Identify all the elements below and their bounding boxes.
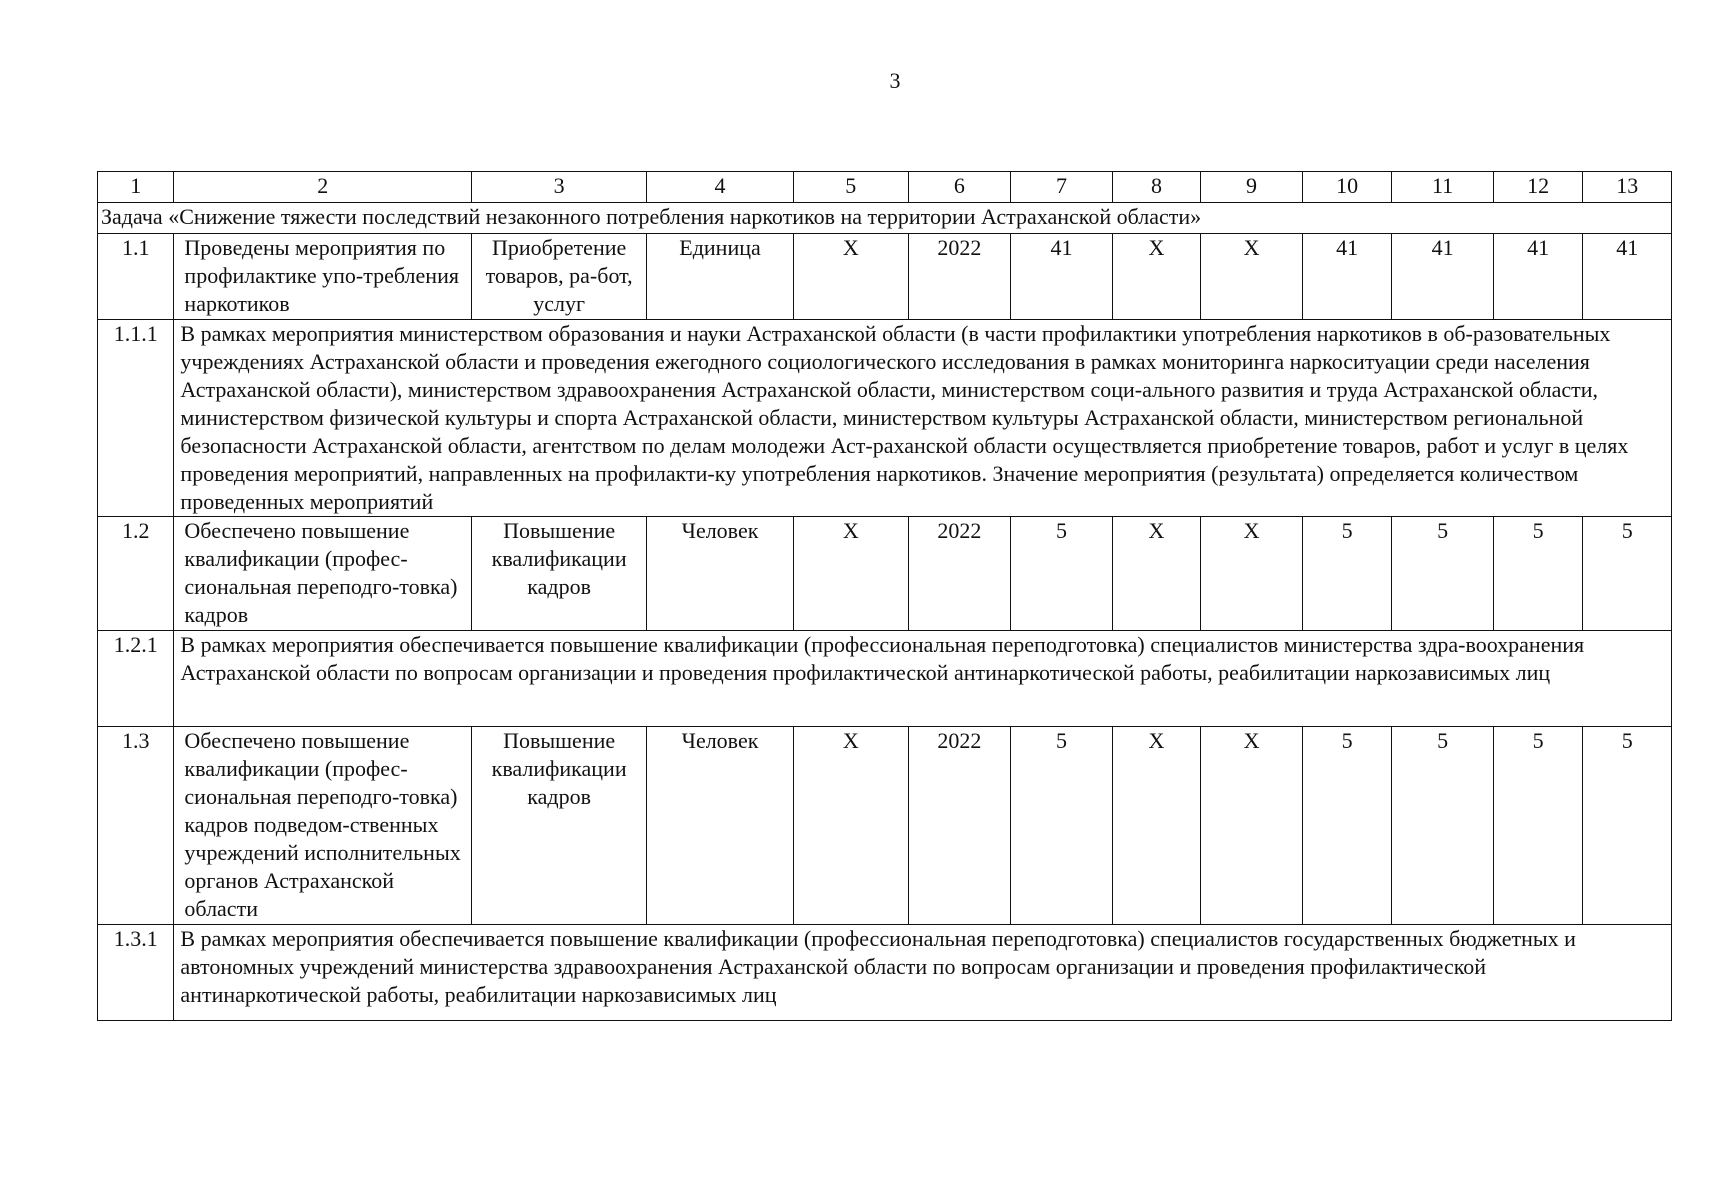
cell-value: 41 <box>1302 234 1392 320</box>
column-number: 9 <box>1201 172 1303 203</box>
cell-value: X <box>1201 234 1303 320</box>
task-title: Задача «Снижение тяжести последствий незаконного потребления наркотиков на территории Астраханской области» <box>98 203 1672 234</box>
cell-value: 5 <box>1302 727 1392 925</box>
column-number: 12 <box>1493 172 1583 203</box>
task-row <box>98 203 1672 234</box>
cell-value: 2022 <box>908 517 1011 631</box>
table-row <box>98 234 1672 320</box>
cell-value: X <box>1112 234 1201 320</box>
table-row <box>98 517 1672 631</box>
column-number: 5 <box>793 172 908 203</box>
cell-value: 5 <box>1583 727 1672 925</box>
cell-value: 41 <box>1392 234 1494 320</box>
row-number: 1.2.1 <box>98 631 174 727</box>
activity-name: Обеспечено повышение квалификации (профес-сиональная переподго-товка) кадров подведом-ственных учреждений исполнительных органов Астраханской области <box>174 727 472 925</box>
cell-value: X <box>1201 517 1303 631</box>
activity-type: Повышение квалификации кадров <box>472 517 647 631</box>
activities-table <box>97 171 1672 1021</box>
cell-value: 41 <box>1493 234 1583 320</box>
column-number: 4 <box>647 172 794 203</box>
description-row <box>98 631 1672 727</box>
cell-value: X <box>1201 727 1303 925</box>
description-text: В рамках мероприятия обеспечивается повышение квалификации (профессиональная переподготовка) специалистов министерства здра-воохранения Астраханской области по вопросам организации и проведения профилактической антинаркотической работы, реабилитации наркозависимых лиц <box>174 631 1672 727</box>
column-number: 6 <box>908 172 1011 203</box>
cell-value: 5 <box>1493 517 1583 631</box>
description-row <box>98 320 1672 517</box>
row-number: 1.3 <box>98 727 174 925</box>
cell-value: 5 <box>1011 727 1113 925</box>
activity-name: Проведены мероприятия по профилактике упо-требления наркотиков <box>174 234 472 320</box>
row-number: 1.1.1 <box>98 320 174 517</box>
activity-type: Приобретение товаров, ра-бот, услуг <box>472 234 647 320</box>
cell-value: 2022 <box>908 727 1011 925</box>
column-number: 1 <box>98 172 174 203</box>
column-number: 2 <box>174 172 472 203</box>
cell-value: 5 <box>1583 517 1672 631</box>
column-number: 8 <box>1112 172 1201 203</box>
column-number: 13 <box>1583 172 1672 203</box>
unit-of-measure: Человек <box>647 727 794 925</box>
column-number-row <box>98 172 1672 203</box>
cell-value: X <box>1112 727 1201 925</box>
cell-value: X <box>793 727 908 925</box>
cell-value: 41 <box>1011 234 1113 320</box>
cell-value: X <box>1112 517 1201 631</box>
description-text: В рамках мероприятия министерством образования и науки Астраханской области (в части профилактики употребления наркотиков в об-разовательных учреждениях Астраханской области и проведения ежегодного социологического исследования в рамках мониторинга наркоситуации среди населения Астраханской области), министерством здравоохранения Астраханской области, министерством соци-ального развития и труда Астраханской области, министерством физической культуры и спорта Астраханской области, министерством культуры Астраханской области, министерством региональной безопасности Астраханской области, агентством по делам молодежи Аст-раханской области осуществляется приобретение товаров, работ и услуг в целях проведения мероприятий, направленных на профилакти-ку употребления наркотиков. Значение мероприятия (результата) определяется количеством проведенных мероприятий <box>174 320 1672 517</box>
cell-value: 41 <box>1583 234 1672 320</box>
table-row <box>98 727 1672 925</box>
cell-value: X <box>793 234 908 320</box>
cell-value: 5 <box>1302 517 1392 631</box>
cell-value: X <box>793 517 908 631</box>
page-number: 3 <box>889 68 901 93</box>
column-number: 7 <box>1011 172 1113 203</box>
cell-value: 5 <box>1392 517 1494 631</box>
row-number: 1.1 <box>98 234 174 320</box>
activity-name: Обеспечено повышение квалификации (профес-сиональная переподго-товка) кадров <box>174 517 472 631</box>
row-number: 1.3.1 <box>98 925 174 1021</box>
description-text: В рамках мероприятия обеспечивается повышение квалификации (профессиональная переподготовка) специалистов государственных бюджетных и автономных учреждений министерства здравоохранения Астраханской области по вопросам организации и проведения профилактической антинаркотической работы, реабилитации наркозависимых лиц <box>174 925 1672 1021</box>
column-number: 10 <box>1302 172 1392 203</box>
cell-value: 5 <box>1011 517 1113 631</box>
description-row <box>98 925 1672 1021</box>
row-number: 1.2 <box>98 517 174 631</box>
activity-type: Повышение квалификации кадров <box>472 727 647 925</box>
column-number: 11 <box>1392 172 1494 203</box>
unit-of-measure: Человек <box>647 517 794 631</box>
cell-value: 5 <box>1392 727 1494 925</box>
cell-value: 2022 <box>908 234 1011 320</box>
cell-value: 5 <box>1493 727 1583 925</box>
column-number: 3 <box>472 172 647 203</box>
unit-of-measure: Единица <box>647 234 794 320</box>
